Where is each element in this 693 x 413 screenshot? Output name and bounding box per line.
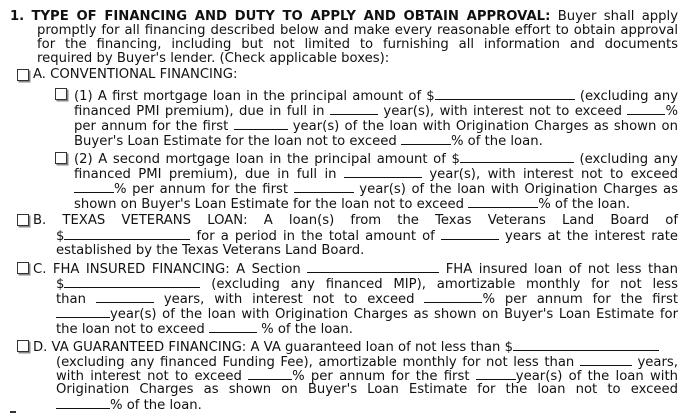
first-mortgage-origination-blank[interactable] — [401, 133, 451, 145]
second-mortgage-first-years-blank[interactable] — [294, 181, 354, 193]
fha-line-3 — [56, 291, 678, 307]
fha-line-1 — [33, 261, 678, 277]
second-mortgage-text: financed PMI premium), due in full in — [74, 167, 337, 182]
fha-amount-blank[interactable] — [64, 276, 200, 288]
section-heading-line — [10, 9, 678, 24]
va-text: years, — [637, 355, 678, 370]
texas-veterans-period-blank[interactable] — [441, 228, 499, 240]
va-text: % of the loan. — [110, 398, 202, 413]
fha-text: C. FHA INSURED FINANCING: A Section — [33, 262, 301, 277]
fha-line-4 — [56, 306, 678, 322]
first-mortgage-first-years-blank[interactable] — [234, 118, 288, 130]
texas-veterans-line-2 — [56, 228, 678, 244]
va-origination-blank[interactable] — [56, 397, 110, 409]
fha-text: the loan not to exceed — [56, 322, 205, 337]
fha-line-2 — [56, 276, 678, 292]
first-mortgage-interest-blank[interactable] — [627, 103, 665, 115]
first-mortgage-text: % — [665, 104, 678, 119]
second-mortgage-origination-blank[interactable] — [468, 196, 538, 208]
second-mortgage-checkbox[interactable] — [55, 152, 67, 164]
va-line-4: Origination Charges as shown on Buyer's Loan Estimate for the loan not to exceed — [56, 382, 678, 397]
fha-text: (excluding any financed MIP), amortizable monthly for not less — [211, 277, 678, 292]
va-text: % per annum for the first — [292, 369, 470, 384]
section-heading: TYPE OF FINANCING AND DUTY TO APPLY AND OBTAIN APPROVAL: — [31, 9, 551, 24]
fha-section-blank[interactable] — [307, 261, 439, 273]
intro-line-2: promptly for all financing described below and make every reasonable effort to obtain approval — [37, 23, 678, 38]
texas-veterans-text: for a period in the total amount of — [196, 229, 435, 244]
va-term-blank[interactable] — [580, 354, 632, 366]
va-text: D. VA GUARANTEED FINANCING: A VA guaranteed loan of not less than $ — [33, 340, 513, 355]
section-number: 1. — [10, 9, 25, 24]
fha-text: year(s) of the loan with Origination Charges as shown on Buyer's Loan Estimate for — [110, 307, 678, 322]
va-first-years-blank[interactable] — [476, 368, 516, 380]
va-text: year(s) of the loan with — [515, 369, 678, 384]
intro-text: Buyer shall apply — [557, 9, 679, 24]
second-mortgage-line-1 — [74, 151, 678, 167]
second-mortgage-text: shown on Buyer's Loan Estimate for the loan not to exceed — [74, 197, 464, 212]
texas-veterans-loan-checkbox[interactable] — [17, 214, 29, 226]
conventional-financing-checkbox[interactable] — [17, 69, 29, 81]
texas-veterans-amount-blank[interactable] — [64, 228, 190, 240]
fha-text: % per annum for the first — [482, 292, 678, 307]
intro-line-4: required by Buyer's lender. (Check applicable boxes): — [37, 51, 390, 66]
intro-line-3: for the financing, including but not limited to furnishing all information and documents — [37, 37, 678, 52]
first-mortgage-text: % of the loan. — [450, 134, 543, 149]
texas-veterans-text: years at the interest rate — [505, 229, 679, 244]
second-mortgage-term-blank[interactable] — [344, 166, 422, 178]
second-mortgage-text: year(s) of the loan with Origination Charges as — [359, 182, 678, 197]
second-mortgage-line-4 — [74, 196, 630, 212]
fha-text: years, with interest not to exceed — [163, 292, 415, 307]
texas-veterans-text: $ — [56, 229, 65, 244]
first-mortgage-text: per annum for the first — [74, 119, 229, 134]
second-mortgage-line-3 — [74, 181, 678, 197]
first-mortgage-text: year(s) of the loan with Origination Charges as shown on — [292, 119, 678, 134]
fha-term-blank[interactable] — [96, 291, 154, 303]
first-mortgage-text: Buyer's Loan Estimate for the loan not to exceed — [74, 134, 397, 149]
first-mortgage-text: financed PMI premium), due in full in — [74, 104, 325, 119]
va-text: with interest not to exceed — [56, 369, 242, 384]
va-line-5 — [56, 397, 202, 413]
texas-veterans-line-3: established by the Texas Veterans Land Board. — [56, 243, 365, 258]
first-mortgage-term-blank[interactable] — [330, 103, 378, 115]
first-mortgage-line-3 — [74, 118, 678, 134]
second-mortgage-text: % per annum for the first — [114, 182, 289, 197]
first-mortgage-line-2 — [74, 103, 678, 119]
va-text: (excluding any financed Funding Fee), amortizable monthly for not less than — [56, 355, 575, 370]
first-mortgage-checkbox[interactable] — [55, 88, 67, 100]
va-interest-blank[interactable] — [248, 368, 292, 380]
va-guaranteed-financing-checkbox[interactable] — [17, 340, 29, 352]
texas-veterans-line-1: B. TEXAS VETERANS LOAN: A loan(s) from the Texas Veterans Land Board of — [33, 213, 678, 228]
fha-text: $ — [56, 277, 65, 292]
second-mortgage-interest-blank[interactable] — [74, 181, 114, 193]
fha-text: % of the loan. — [261, 322, 353, 337]
first-mortgage-amount-blank[interactable] — [435, 88, 575, 100]
first-mortgage-text: (1) A first mortgage loan in the principal amount of $ — [74, 89, 435, 104]
second-mortgage-line-2 — [74, 166, 678, 182]
fha-line-5 — [56, 321, 353, 337]
va-line-1 — [33, 339, 659, 355]
fha-text: FHA insured loan of not less than — [445, 262, 678, 277]
second-mortgage-amount-blank[interactable] — [460, 151, 574, 163]
first-mortgage-text: year(s), with interest not to exceed — [383, 104, 623, 119]
fha-insured-financing-checkbox[interactable] — [17, 262, 29, 274]
fha-first-years-blank[interactable] — [56, 306, 110, 318]
second-mortgage-text: (2) A second mortgage loan in the principal amount of $ — [74, 152, 460, 167]
conventional-financing-title: A. CONVENTIONAL FINANCING: — [33, 67, 238, 82]
second-mortgage-text: year(s), with interest not to exceed — [429, 167, 678, 182]
fha-text: than — [56, 292, 86, 307]
fha-origination-blank[interactable] — [209, 321, 257, 333]
second-mortgage-text: (excluding any — [579, 152, 678, 167]
first-mortgage-text: (excluding any — [579, 89, 678, 104]
fha-interest-blank[interactable] — [424, 291, 482, 303]
first-mortgage-line-1 — [74, 88, 678, 104]
va-amount-blank[interactable] — [513, 339, 659, 351]
second-mortgage-text: % of the loan. — [538, 197, 631, 212]
first-mortgage-line-4 — [74, 133, 543, 149]
